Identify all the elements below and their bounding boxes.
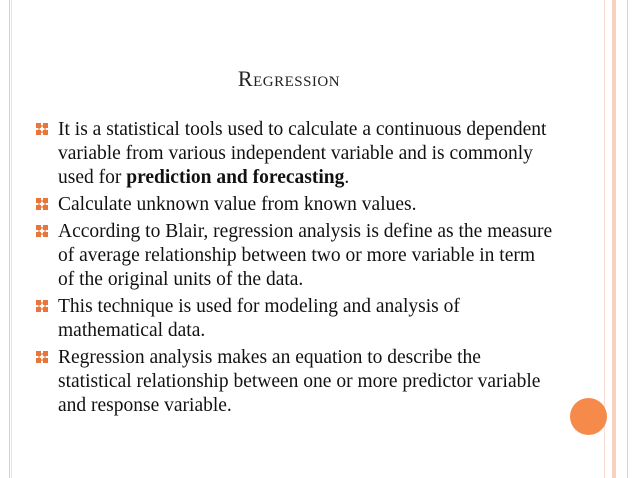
bullet-text: Regression analysis makes an equation to describe the statistical relationship between one or more predictor variable and response variable. — [58, 347, 541, 416]
decorative-circle — [570, 398, 607, 435]
bullet-marker-icon — [36, 225, 48, 237]
bullet-marker-icon — [36, 351, 48, 363]
bullet-text: This technique is used for modeling and analysis of mathematical data. — [58, 296, 460, 341]
bullet-bold-text: prediction and forecasting — [126, 167, 345, 188]
bullet-list — [34, 118, 554, 421]
title-rest: EGRESSION — [253, 74, 341, 90]
bullet-marker-icon — [36, 198, 48, 210]
decorative-strip — [612, 0, 616, 478]
bullet-item — [34, 220, 554, 292]
bullet-text-end: . — [344, 167, 350, 188]
slide-title — [0, 66, 578, 92]
bullet-marker-icon — [36, 123, 48, 135]
bullet-text: It is a statistical tools used to calculate a continuous dependent variable from various independent variable and is commonly used for — [58, 119, 547, 188]
bullet-text: According to Blair, regression analysis is define as the measure of average relationship between two or more variable in term of the original units of the data. — [58, 221, 553, 290]
bullet-text: Calculate unknown value from known values. — [58, 194, 417, 215]
bullet-marker-icon — [36, 300, 48, 312]
title-initial: R — [237, 66, 254, 91]
bullet-item — [34, 118, 554, 190]
bullet-item — [34, 346, 554, 418]
bullet-item — [34, 295, 554, 343]
bullet-item — [34, 193, 554, 217]
